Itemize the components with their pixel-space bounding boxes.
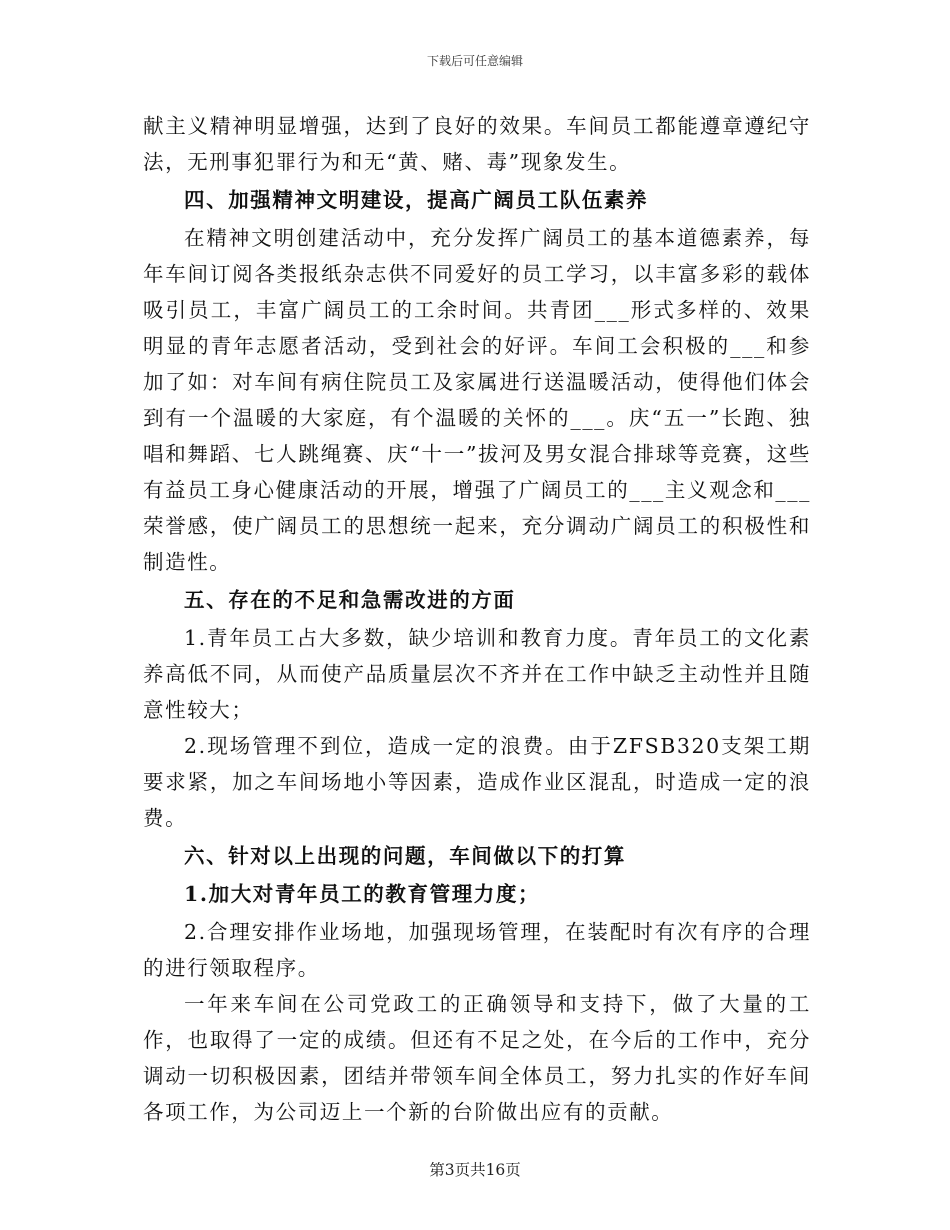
section-heading-4: 四、加强精神文明建设，提高广阔员工队伍素养 xyxy=(184,188,649,212)
section-heading-5: 五、存在的不足和急需改进的方面 xyxy=(184,588,516,612)
paragraph-spiritual-civilization: 在精神文明创建活动中，充分发挥广阔员工的基本道德素养，每年车间订阅各类报纸杂志供不同爱好的员工学习，以丰富多彩的载体吸引员工，丰富广阔员工的工余时间。共青团___形式多样的、效果明显的青年志愿者活动，受到社会的好评。车间工会积极的___和参加了如：对车间有病住院员工及家属进行送温暖活动，使得他们体会到有一个温暖的大家庭，有个温暖的关怀的___。庆“五一”长跑、独唱和舞蹈、七人跳绳赛、庆“十一”拔河及男女混合排球等竞赛，这些有益员工身心健康活动的开展，增强了广阔员工的___主义观念和___荣誉感，使广阔员工的思想统一起来，充分调动广阔员工的积极性和制造性。 xyxy=(143,226,811,574)
paragraph-continuation: 献主义精神明显增强，达到了良好的效果。车间员工都能遵章遵纪守法，无刑事犯罪行为和无“黄、赌、毒”现象发生。 xyxy=(143,114,811,174)
document-body xyxy=(143,108,811,1130)
paragraph-shortcoming-2: 2.现场管理不到位，造成一定的浪费。由于ZFSB320支架工期要求紧，加之车间场地小等因素，造成作业区混乱，时造成一定的浪费。 xyxy=(143,734,811,830)
page-header: 下载后可任意编辑 xyxy=(426,54,523,68)
plan-item-2: 2.合理安排作业场地，加强现场管理，在装配时有次有序的合理的进行领取程序。 xyxy=(143,920,811,980)
paragraph-conclusion: 一年来车间在公司党政工的正确领导和支持下，做了大量的工作，也取得了一定的成绩。但还有不足之处，在今后的工作中，充分调动一切积极因素，团结并带领车间全体员工，努力扎实的作好车间各项工作，为公司迈上一个新的台阶做出应有的贡献。 xyxy=(143,992,811,1124)
paragraph-shortcoming-1: 1.青年员工占大多数，缺少培训和教育力度。青年员工的文化素养高低不同，从而使产品质量层次不齐并在工作中缺乏主动性并且随意性较大； xyxy=(143,626,811,722)
plan-item-1: 1.加大对青年员工的教育管理力度； xyxy=(184,882,541,906)
page-footer: 第3页共16页 xyxy=(429,1161,521,1179)
section-heading-6: 六、针对以上出现的问题，车间做以下的打算 xyxy=(184,844,626,868)
